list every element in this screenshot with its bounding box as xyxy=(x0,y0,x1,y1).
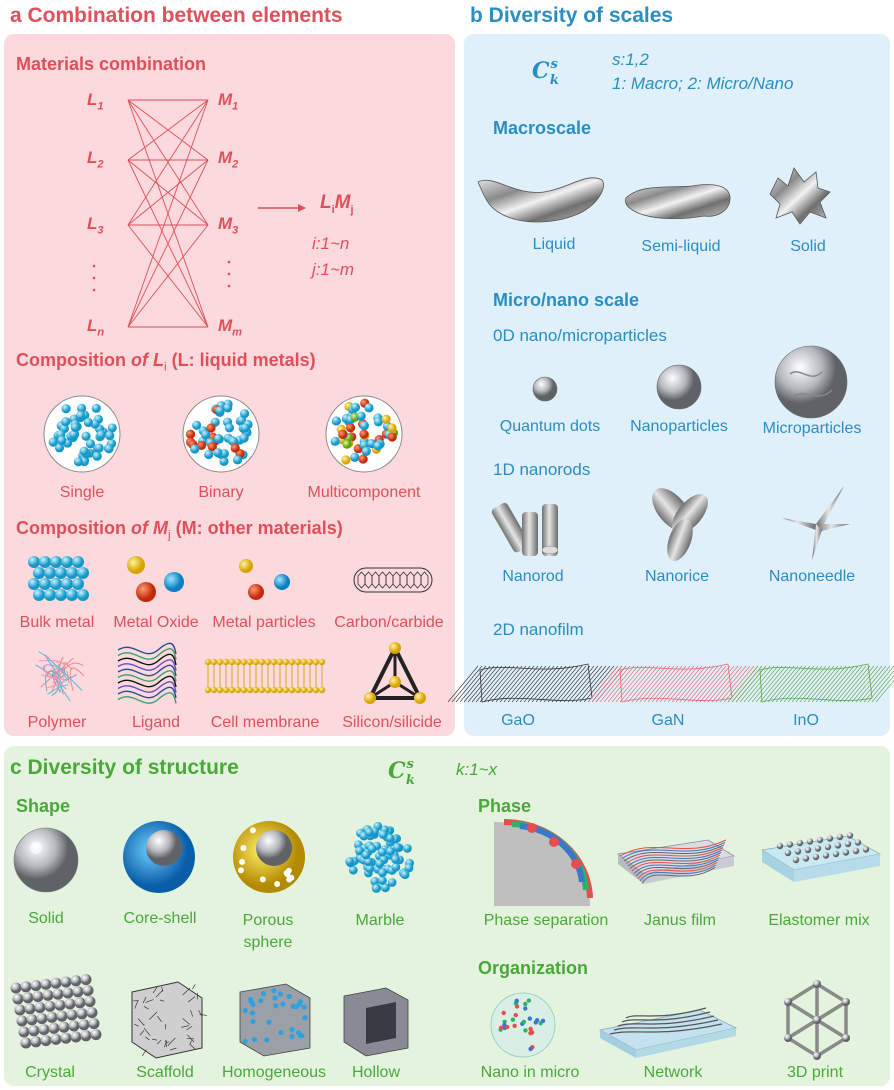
phase-label-phase-separation: Phase separation xyxy=(483,912,609,929)
nanoparticle-icon xyxy=(654,362,704,412)
shape-label-marble: Marble xyxy=(355,912,405,929)
shape-label-porous-sphere: Porous sphere xyxy=(242,912,294,951)
macro-label-solid: Solid xyxy=(790,238,826,255)
nano-in-micro-icon xyxy=(488,990,558,1060)
material-label-metal-particles: Metal particles xyxy=(212,614,316,631)
shape-label-crystal: Crystal xyxy=(25,1064,75,1081)
organization-heading: Organization xyxy=(478,958,589,978)
phase-separation-icon xyxy=(490,818,596,910)
multicomponent-alloy-icon xyxy=(324,394,404,474)
zero-d-label-nanoparticles: Nanoparticles xyxy=(630,418,728,435)
solid-sphere-icon xyxy=(12,826,80,894)
k-range: k:1~x xyxy=(456,760,498,779)
left-item-1: $L_1$ xyxy=(87,90,104,113)
left-item-3: $L_3$ xyxy=(87,214,104,237)
phase-label-elastomer-mix: Elastomer mix xyxy=(768,912,870,929)
alloy-label-single: Single xyxy=(59,484,105,501)
quantum-dot-icon xyxy=(530,374,560,404)
left-item-n: $L_n$ xyxy=(87,316,105,339)
shape-label-homogeneous: Homogeneous xyxy=(221,1064,327,1081)
s-legend: 1: Macro; 2: Micro/Nano xyxy=(612,74,794,93)
scale-symbol: $C^s_k$ xyxy=(532,57,559,88)
material-label-carbon-carbide: Carbon/carbide xyxy=(334,614,444,631)
gan-film-icon xyxy=(618,660,734,706)
left-item-2: $L_2$ xyxy=(87,148,104,171)
elastomer-mix-icon xyxy=(758,824,882,888)
organization-label-nano-in-micro: Nano in micro xyxy=(480,1064,580,1081)
network-icon xyxy=(596,1000,738,1062)
material-label-ligand: Ligand xyxy=(131,714,181,731)
panel-a-title: a Combination between elements xyxy=(10,4,343,27)
hollow-icon xyxy=(338,982,414,1058)
material-label-metal-oxide: Metal Oxide xyxy=(113,614,199,631)
metal-oxide-icon xyxy=(120,552,190,606)
two-d-label-ino: InO xyxy=(793,712,819,729)
macro-label-liquid: Liquid xyxy=(532,236,576,253)
silicon-silicide-icon xyxy=(364,642,426,706)
structure-symbol: $C^s_k$ xyxy=(388,757,415,788)
macroscale-heading: Macroscale xyxy=(493,118,592,138)
micro-nano-heading: Micro/nano scale xyxy=(493,290,640,310)
marble-icon xyxy=(344,820,418,894)
organization-label-network: Network xyxy=(643,1064,703,1081)
macro-label-semi-liquid: Semi-liquid xyxy=(641,238,721,255)
organization-label-3d-print: 3D print xyxy=(786,1064,844,1081)
right-item-3: $M_3$ xyxy=(218,214,239,237)
two-d-label-gan: GaN xyxy=(651,712,685,729)
shape-label-solid: Solid xyxy=(28,910,64,927)
bulk-metal-icon xyxy=(26,552,86,608)
shape-label-scaffold: Scaffold xyxy=(136,1064,194,1081)
semi-liquid-metal-icon xyxy=(622,176,734,224)
gao-film-icon xyxy=(478,660,594,706)
polymer-icon xyxy=(24,640,92,708)
material-label-polymer: Polymer xyxy=(27,714,87,731)
3d-print-icon xyxy=(778,980,856,1060)
liquid-metal-icon xyxy=(474,166,606,228)
combination-result: $L_iM_j$ xyxy=(320,192,354,216)
homogeneous-icon xyxy=(232,976,316,1060)
two-d-label-gao: GaO xyxy=(501,712,535,729)
core-shell-icon xyxy=(120,818,198,896)
microparticle-icon xyxy=(770,344,852,420)
one-d-heading: 1D nanorods xyxy=(493,460,591,479)
alloy-label-multicomponent: Multicomponent xyxy=(307,484,421,501)
right-item-m: $M_m$ xyxy=(218,316,242,339)
material-label-bulk-metal: Bulk metal xyxy=(19,614,95,631)
shape-label-core-shell: Core-shell xyxy=(123,910,197,927)
solid-metal-icon xyxy=(764,164,834,228)
phase-label-janus-film: Janus film xyxy=(643,912,717,929)
two-d-heading: 2D nanofilm xyxy=(493,620,584,639)
right-item-1: $M_1$ xyxy=(218,90,239,113)
panel-b-title: b Diversity of scales xyxy=(470,4,674,27)
janus-film-icon xyxy=(614,824,738,888)
cell-membrane-icon xyxy=(204,656,328,696)
metal-particles-icon xyxy=(232,554,296,604)
one-d-label-nanorice: Nanorice xyxy=(644,568,710,585)
shape-heading: Shape xyxy=(16,796,71,816)
zero-d-label-quantum-dots: Quantum dots xyxy=(499,418,601,435)
ino-film-icon xyxy=(758,660,874,706)
zero-d-heading: 0D nano/microparticles xyxy=(493,326,667,345)
shape-label-hollow: Hollow xyxy=(351,1064,400,1081)
material-label-cell-membrane: Cell membrane xyxy=(210,714,320,731)
alloy-label-binary: Binary xyxy=(198,484,244,501)
carbon-carbide-icon xyxy=(354,566,432,594)
nanoneedle-icon xyxy=(772,484,856,564)
one-d-label-nanorod: Nanorod xyxy=(502,568,564,585)
scaffold-icon xyxy=(122,974,208,1060)
porous-sphere-icon xyxy=(230,818,308,896)
materials-combination-heading: Materials combination xyxy=(16,54,207,74)
range-i: i:1~n xyxy=(312,234,350,253)
crystal-icon xyxy=(8,978,100,1058)
right-item-2: $M_2$ xyxy=(218,148,239,171)
arrow-right-icon xyxy=(258,202,306,214)
phase-heading: Phase xyxy=(478,796,532,816)
nanorice-icon xyxy=(640,484,720,566)
composition-m-heading: Composition of $M_j$ (M: other materials) xyxy=(16,518,343,542)
nanorod-icon xyxy=(492,488,572,560)
composition-l-heading: Composition of $L_i$ (L: liquid metals) xyxy=(16,350,316,374)
panel-c-title: c Diversity of structure xyxy=(10,756,239,779)
range-j: j:1~m xyxy=(312,260,355,279)
single-alloy-icon xyxy=(42,394,122,474)
ligand-icon xyxy=(114,644,178,708)
zero-d-label-microparticles: Microparticles xyxy=(762,420,862,437)
material-label-silicon-silicide: Silicon/silicide xyxy=(342,714,442,731)
one-d-label-nanoneedle: Nanoneedle xyxy=(768,568,856,585)
binary-alloy-icon xyxy=(181,394,261,474)
s-range: s:1,2 xyxy=(612,50,649,69)
